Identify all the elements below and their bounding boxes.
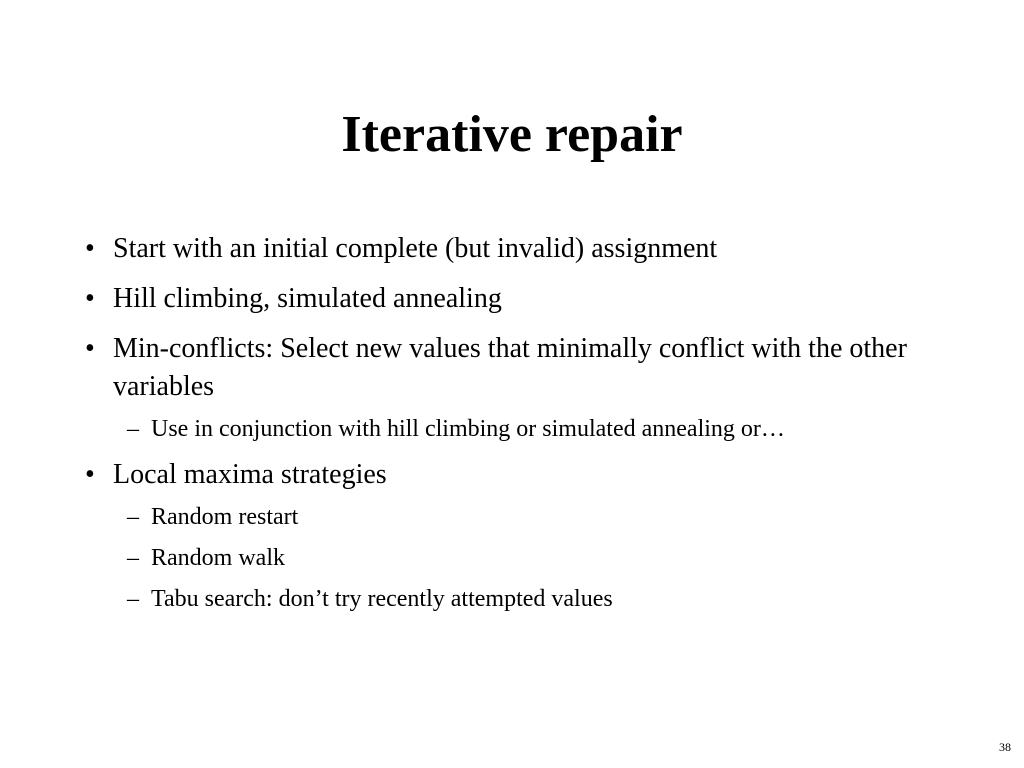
bullet-icon: •	[85, 283, 95, 314]
dash-icon: –	[127, 586, 139, 612]
sub-bullet-text: Random restart	[151, 504, 299, 530]
sub-bullet-item	[113, 584, 965, 614]
sub-bullet-list	[113, 502, 965, 614]
sub-bullet-text: Random walk	[151, 545, 285, 571]
bullet-item	[85, 456, 965, 614]
sub-bullet-text: Use in conjunction with hill climbing or simulated annealing or…	[151, 416, 785, 442]
bullet-text: Min-conflicts: Select new values that minimally conflict with the other variables	[113, 333, 907, 402]
bullet-text: Local maxima strategies	[113, 459, 387, 490]
dash-icon: –	[127, 416, 139, 442]
bullet-icon: •	[85, 459, 95, 490]
sub-bullet-item	[113, 543, 965, 573]
bullet-icon: •	[85, 333, 95, 364]
bullet-item	[85, 330, 965, 444]
dash-icon: –	[127, 545, 139, 571]
bullet-icon: •	[85, 233, 95, 264]
sub-bullet-item	[113, 502, 965, 532]
bullet-list	[85, 230, 965, 626]
page-number: 38	[999, 740, 1011, 754]
sub-bullet-text: Tabu search: don’t try recently attempted values	[151, 586, 613, 612]
sub-bullet-item	[113, 414, 965, 444]
bullet-item	[85, 280, 965, 318]
sub-bullet-list	[113, 414, 965, 444]
bullet-text: Start with an initial complete (but invalid) assignment	[113, 233, 718, 264]
bullet-item	[85, 230, 965, 268]
slide-title: Iterative repair	[341, 106, 683, 163]
dash-icon: –	[127, 504, 139, 530]
bullet-text: Hill climbing, simulated annealing	[113, 283, 502, 314]
